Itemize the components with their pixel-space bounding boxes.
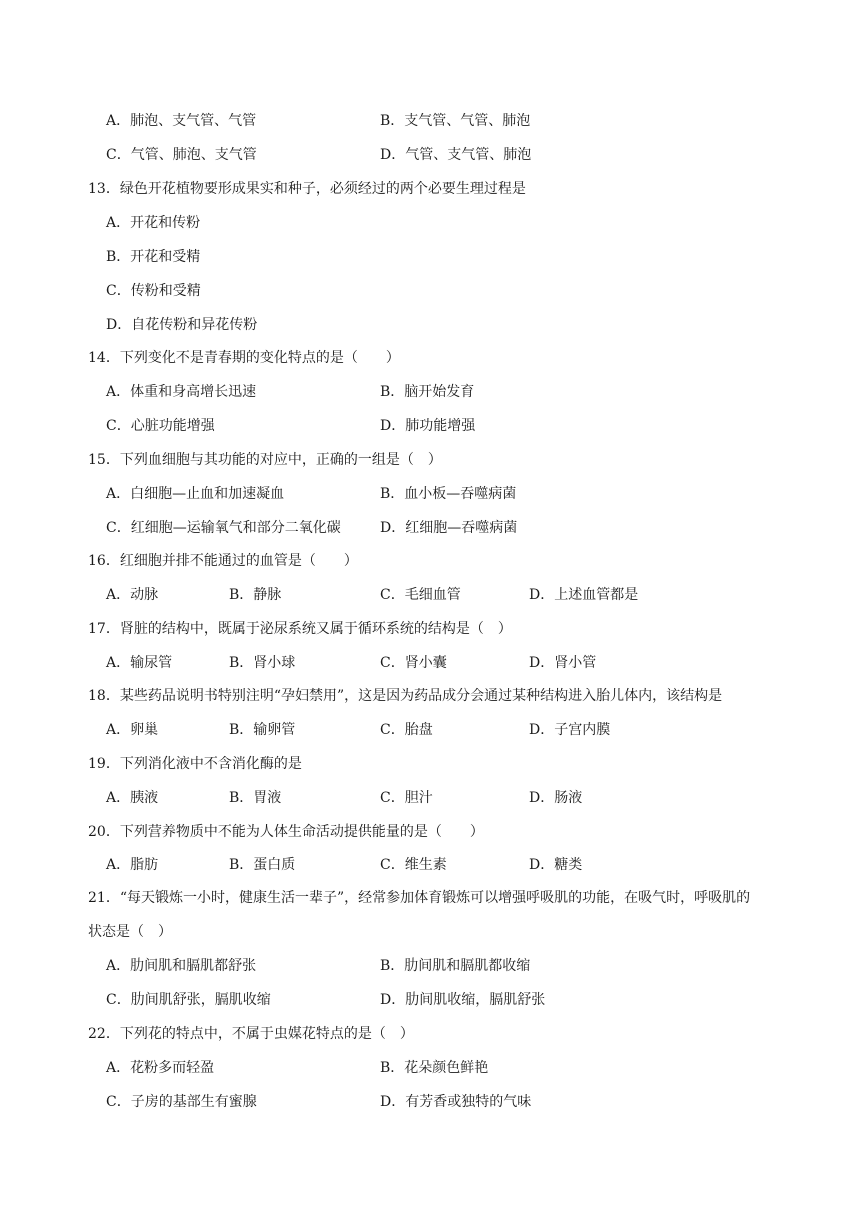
q22-stem-line <box>0 1022 860 1046</box>
q21-options-row-2 <box>0 988 860 1012</box>
q21-stem-line-2 <box>0 920 860 944</box>
q19-option-c: C．胆汁 <box>380 790 433 806</box>
q22-option-c: C．子房的基部生有蜜腺 <box>106 1094 257 1110</box>
q21-option-c: C．肋间肌舒张，膈肌收缩 <box>106 992 271 1008</box>
q14-options-row-1 <box>0 380 860 404</box>
q20-option-a: A．脂肪 <box>106 857 159 873</box>
q15-option-c: C．红细胞—运输氧气和部分二氧化碳 <box>106 520 341 536</box>
q18-option-d: D．子宫内膜 <box>529 722 611 738</box>
q19-stem-line <box>0 752 860 776</box>
q13-stem: 13．绿色开花植物要形成果实和种子，必须经过的两个必要生理过程是 <box>88 181 526 197</box>
q20-option-d: D．糖类 <box>529 857 583 873</box>
q16-option-a: A．动脉 <box>106 587 159 603</box>
q17-stem-line <box>0 617 860 641</box>
q18-options-row <box>0 718 860 742</box>
q14-stem: 14．下列变化不是青春期的变化特点的是（ ） <box>88 350 400 366</box>
q16-options-row <box>0 583 860 607</box>
q16-option-d: D．上述血管都是 <box>529 587 639 603</box>
q15-options-row-2 <box>0 516 860 540</box>
q13-stem-line <box>0 177 860 201</box>
q13-option-row-c <box>0 279 860 303</box>
q15-option-a: A．白细胞—止血和加速凝血 <box>106 486 285 502</box>
q14-option-a: A．体重和身高增长迅速 <box>106 384 257 400</box>
q21-option-b: B．肋间肌和膈肌都收缩 <box>380 958 531 974</box>
q12-option-b: B．支气管、气管、肺泡 <box>380 113 531 129</box>
q16-option-b: B．静脉 <box>229 587 282 603</box>
q20-option-c: C．维生素 <box>380 857 447 873</box>
q13-option-d: D．自花传粉和异花传粉 <box>106 317 258 333</box>
q17-options-row <box>0 651 860 675</box>
q17-stem: 17．肾脏的结构中，既属于泌尿系统又属于循环系统的结构是（ ） <box>88 621 512 637</box>
q13-option-row-a <box>0 211 860 235</box>
q14-options-row-2 <box>0 414 860 438</box>
q18-stem: 18．某些药品说明书特别注明“孕妇禁用”，这是因为药品成分会通过某种结构进入胎儿体内，该结构是 <box>88 688 723 704</box>
q21-option-a: A．肋间肌和膈肌都舒张 <box>106 958 257 974</box>
q13-option-c: C．传粉和受精 <box>106 283 201 299</box>
q15-option-b: B．血小板—吞噬病菌 <box>380 486 517 502</box>
q21-option-d: D．肋间肌收缩，膈肌舒张 <box>380 992 546 1008</box>
q12-options-row-1 <box>0 109 860 133</box>
q19-option-d: D．肠液 <box>529 790 583 806</box>
q18-option-c: C．胎盘 <box>380 722 433 738</box>
q12-options-row-2 <box>0 143 860 167</box>
q16-stem: 16．红细胞并排不能通过的血管是（ ） <box>88 553 358 569</box>
q21-options-row-1 <box>0 954 860 978</box>
q20-stem-line <box>0 820 860 844</box>
q21-stem-part-1: 21．“每天锻炼一小时，健康生活一辈子”，经常参加体育锻炼可以增强呼吸肌的功能，在吸气时，呼吸肌的 <box>88 890 751 906</box>
q19-option-b: B．胃液 <box>229 790 282 806</box>
q20-stem: 20．下列营养物质中不能为人体生命活动提供能量的是（ ） <box>88 824 484 840</box>
q13-option-row-d <box>0 313 860 337</box>
q20-options-row <box>0 853 860 877</box>
q12-option-c: C．气管、肺泡、支气管 <box>106 147 257 163</box>
q13-option-row-b <box>0 245 860 269</box>
q19-stem: 19．下列消化液中不含消化酶的是 <box>88 756 302 772</box>
q16-stem-line <box>0 549 860 573</box>
q13-option-b: B．开花和受精 <box>106 249 201 265</box>
q22-stem: 22．下列花的特点中，不属于虫媒花特点的是（ ） <box>88 1026 414 1042</box>
q15-stem-line <box>0 448 860 472</box>
q20-option-b: B．蛋白质 <box>229 857 296 873</box>
q22-options-row-1 <box>0 1056 860 1080</box>
q12-option-d: D．气管、支气管、肺泡 <box>380 147 532 163</box>
q17-option-a: A．输尿管 <box>106 655 173 671</box>
q22-options-row-2 <box>0 1090 860 1114</box>
q17-option-c: C．肾小囊 <box>380 655 447 671</box>
q22-option-b: B．花朵颜色鲜艳 <box>380 1060 489 1076</box>
q21-stem-line-1 <box>0 886 860 910</box>
q19-option-a: A．胰液 <box>106 790 159 806</box>
q12-option-a: A．肺泡、支气管、气管 <box>106 113 257 129</box>
q22-option-d: D．有芳香或独特的气味 <box>380 1094 532 1110</box>
q18-stem-line <box>0 684 860 708</box>
q17-option-d: D．肾小管 <box>529 655 597 671</box>
q15-options-row-1 <box>0 482 860 506</box>
q16-option-c: C．毛细血管 <box>380 587 461 603</box>
q22-option-a: A．花粉多而轻盈 <box>106 1060 215 1076</box>
q13-option-a: A．开花和传粉 <box>106 215 201 231</box>
q18-option-b: B．输卵管 <box>229 722 296 738</box>
q19-options-row <box>0 786 860 810</box>
q15-stem: 15．下列血细胞与其功能的对应中，正确的一组是（ ） <box>88 452 442 468</box>
q14-option-d: D．肺功能增强 <box>380 418 476 434</box>
q14-option-b: B．脑开始发育 <box>380 384 475 400</box>
q14-option-c: C．心脏功能增强 <box>106 418 215 434</box>
q15-option-d: D．红细胞—吞噬病菌 <box>380 520 518 536</box>
q18-option-a: A．卵巢 <box>106 722 159 738</box>
q17-option-b: B．肾小球 <box>229 655 296 671</box>
q14-stem-line <box>0 346 860 370</box>
q21-stem-part-2: 状态是（ ） <box>88 924 172 940</box>
